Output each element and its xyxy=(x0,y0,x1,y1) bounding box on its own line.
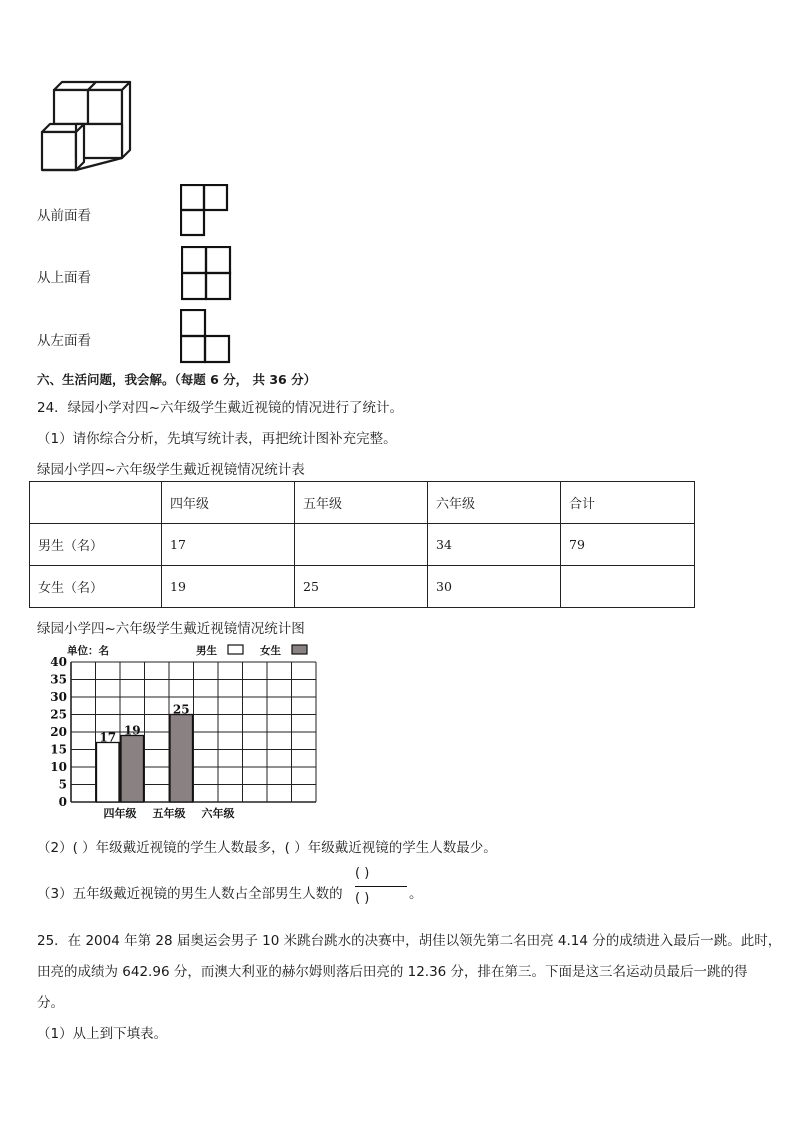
y-tick-label: 15 xyxy=(50,742,67,757)
section-heading: 六、生活问题，我会解。（每题 6 分， 共 36 分） xyxy=(37,372,317,387)
table-cell: 30 xyxy=(428,566,561,608)
table-row xyxy=(30,524,695,566)
left-view-grid xyxy=(180,309,232,365)
q25-line3: 分。 xyxy=(37,995,64,1011)
table-cell: 17 xyxy=(162,524,295,566)
table-cell: 34 xyxy=(428,524,561,566)
y-tick-label: 5 xyxy=(58,777,67,792)
q24-intro: 24．绿园小学对四~六年级学生戴近视镜的情况进行了统计。 xyxy=(37,400,403,416)
bar xyxy=(97,743,120,803)
chart-title: 绿园小学四~六年级学生戴近视镜情况统计图 xyxy=(37,621,305,637)
table-row xyxy=(30,566,695,608)
x-tick-label: 六年级 xyxy=(201,807,235,820)
y-tick-label: 35 xyxy=(50,672,67,687)
left-view-label: 从左面看 xyxy=(37,333,91,349)
q24-part3-end: 。 xyxy=(409,886,423,902)
table-header: 合计 xyxy=(561,482,695,524)
table-cell: 25 xyxy=(295,566,428,608)
unit-label: 单位：名 xyxy=(67,645,109,657)
q25-line2: 田亮的成绩为 642.96 分，而澳大利亚的赫尔姆则落后田亮的 12.36 分，排在第三。下面是这三名运动员最后一跳的得 xyxy=(37,964,748,980)
q24-part3: （3）五年级戴近视镜的男生人数占全部男生人数的 xyxy=(37,886,343,902)
table-cell: 19 xyxy=(162,566,295,608)
bar-chart xyxy=(36,640,336,825)
y-tick-label: 10 xyxy=(50,760,67,774)
q25-part1: （1）从上到下填表。 xyxy=(37,1026,168,1042)
top-view-grid xyxy=(181,246,233,302)
front-view-grid xyxy=(180,184,230,238)
table-header: 五年级 xyxy=(295,482,428,524)
table-title: 绿园小学四~六年级学生戴近视镜情况统计表 xyxy=(37,462,305,478)
statistics-table xyxy=(29,481,695,608)
legend-swatch xyxy=(292,645,307,654)
fraction-denominator[interactable]: ( ) xyxy=(355,891,370,906)
table-header: 六年级 xyxy=(428,482,561,524)
y-tick-label: 0 xyxy=(58,795,67,809)
legend-label: 男生 xyxy=(196,645,217,657)
y-tick-label: 25 xyxy=(50,707,67,722)
data-label: 17 xyxy=(99,730,117,745)
data-label: 25 xyxy=(172,702,190,717)
table-header: 四年级 xyxy=(162,482,295,524)
table-cell xyxy=(30,482,162,524)
table-cell: 79 xyxy=(561,524,695,566)
y-tick-label: 40 xyxy=(50,655,67,669)
cube-figure xyxy=(38,80,134,176)
legend-swatch xyxy=(228,645,243,654)
legend-label: 女生 xyxy=(260,645,281,657)
fraction-bar xyxy=(355,886,407,887)
top-view-label: 从上面看 xyxy=(37,270,91,286)
fraction-numerator[interactable]: ( ) xyxy=(355,866,370,881)
q25-line1: 25．在 2004 年第 28 届奥运会男子 10 米跳台跳水的决赛中，胡佳以领先第二名田亮 4.14 分的成绩进入最后一跳。此时， xyxy=(37,933,782,949)
row-label: 女生（名） xyxy=(30,566,162,608)
x-tick-label: 五年级 xyxy=(152,807,186,820)
front-view-label: 从前面看 xyxy=(37,208,91,224)
y-tick-label: 30 xyxy=(50,690,67,704)
q24-part2: （2）( ）年级戴近视镜的学生人数最多，( ）年级戴近视镜的学生人数最少。 xyxy=(37,840,497,856)
y-tick-label: 20 xyxy=(50,725,67,739)
table-cell-blank[interactable] xyxy=(561,566,695,608)
bar xyxy=(170,715,193,803)
table-cell-blank[interactable] xyxy=(295,524,428,566)
x-tick-label: 四年级 xyxy=(103,807,137,820)
q24-part1: （1）请你综合分析，先填写统计表，再把统计图补充完整。 xyxy=(37,431,397,447)
bar xyxy=(121,736,144,803)
table-header-row xyxy=(30,482,695,524)
data-label: 19 xyxy=(123,723,141,738)
row-label: 男生（名） xyxy=(30,524,162,566)
